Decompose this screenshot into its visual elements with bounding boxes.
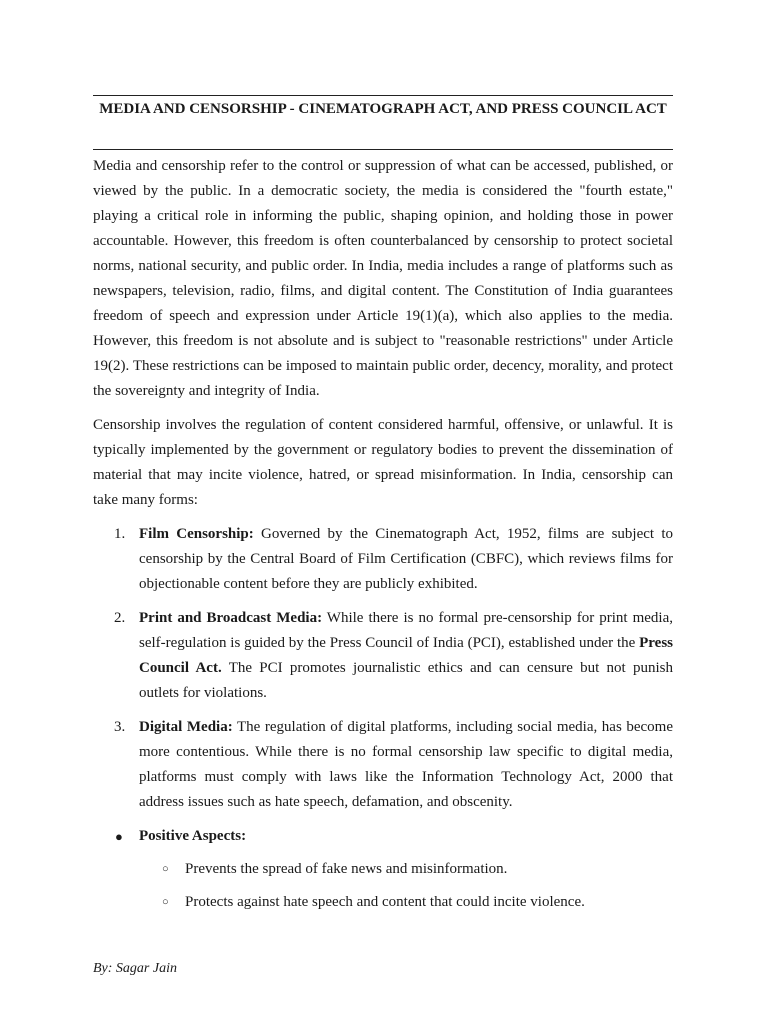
positive-aspects-heading: Positive Aspects: xyxy=(139,828,247,844)
sub-item-text: Protects against hate speech and content that could incite violence. xyxy=(185,894,585,910)
list-item-film-censorship xyxy=(93,522,673,597)
item-text: While there is no formal pre-censorship for print media, self-regulation is guided by the Press Council of India (PCI), established under the xyxy=(139,610,673,651)
list-number: 2. xyxy=(114,610,126,626)
sub-list-item xyxy=(139,857,673,882)
item-text: The PCI promotes journalistic ethics and can censure but not punish outlets for violations. xyxy=(139,660,674,701)
hollow-bullet-icon: ○ xyxy=(162,896,169,908)
author-footer: By: Sagar Jain xyxy=(93,961,177,976)
document-title: MEDIA AND CENSORSHIP - CINEMATOGRAPH ACT, AND PRESS COUNCIL ACT xyxy=(99,101,667,117)
item-heading: Digital Media: xyxy=(139,719,233,735)
sub-list-item xyxy=(139,890,673,915)
censorship-forms-list xyxy=(93,522,673,815)
hollow-bullet-icon: ○ xyxy=(162,863,169,875)
list-number: 3. xyxy=(114,719,126,735)
title-rule-bottom xyxy=(93,149,673,150)
list-item-digital-media xyxy=(93,715,673,815)
list-number: 1. xyxy=(114,526,126,542)
title-rule-top xyxy=(93,95,673,96)
document-body xyxy=(93,154,673,923)
censorship-paragraph: Censorship involves the regulation of content considered harmful, offensive, or unlawful. It is typically implemented by the government or regulatory bodies to prevent the dissemination of material that may incite violence, hatred, or spread misinformation. In India, censorship can take many forms: xyxy=(93,417,673,508)
item-heading: Print and Broadcast Media: xyxy=(139,610,323,626)
positive-aspects-list xyxy=(93,824,673,915)
list-item-positive-aspects xyxy=(93,824,673,915)
press-council-act-emphasis: Press Council Act. xyxy=(139,635,673,676)
positive-aspects-sublist xyxy=(139,857,673,915)
item-text: Governed by the Cinematograph Act, 1952, films are subject to censorship by the Central Board of Film Certification (CBFC), which reviews films for objectionable content before they are publicly exhibited. xyxy=(139,526,673,592)
item-heading: Film Censorship: xyxy=(139,526,254,542)
sub-item-text: Prevents the spread of fake news and misinformation. xyxy=(185,861,508,877)
item-text: The regulation of digital platforms, including social media, has become more contentious. While there is no formal censorship law specific to digital media, platforms must comply with laws like the Information Technology Act, 2000 that address issues such as hate speech, defamation, and obscenity. xyxy=(139,719,673,810)
bullet-icon: ● xyxy=(115,829,123,844)
intro-paragraph: Media and censorship refer to the control or suppression of what can be accessed, published, or viewed by the public. In a democratic society, the media is considered the "fourth estate," playing a critical role in informing the public, shaping opinion, and holding those in power accountable. However, this freedom is often counterbalanced by censorship to protect societal norms, national security, and public order. In India, media includes a range of platforms such as newspapers, television, radio, films, and digital content. The Constitution of India guarantees freedom of speech and expression under Article 19(1)(a), which also applies to the media. However, this freedom is not absolute and is subject to "reasonable restrictions" under Article 19(2). These restrictions can be imposed to maintain public order, decency, morality, and protect the sovereignty and integrity of India. xyxy=(93,158,673,399)
list-item-print-broadcast-media xyxy=(93,606,673,706)
